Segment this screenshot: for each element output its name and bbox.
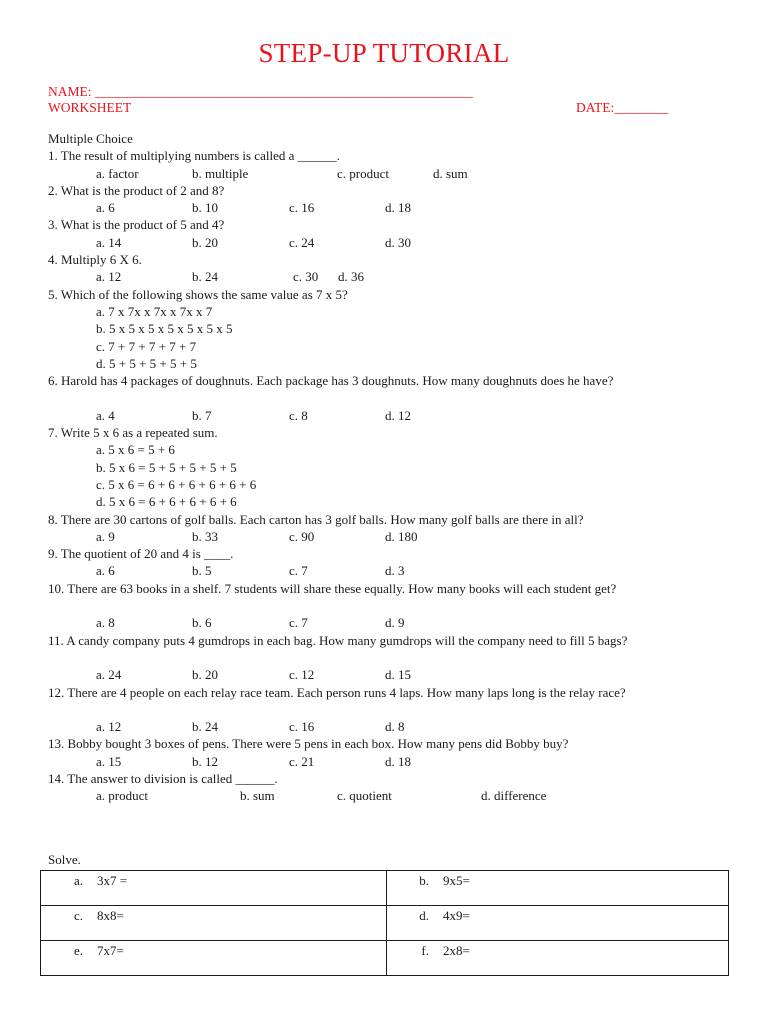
option[interactable]: d. 8 [385, 719, 405, 735]
options-14 [48, 787, 738, 804]
question-10: 10. There are 63 books in a shelf. 7 students will share these equally. How many books will each student get? [48, 580, 617, 596]
option[interactable]: c. 16 [289, 200, 315, 216]
options-2 [48, 199, 738, 216]
solve-expr: 7x7= [97, 943, 124, 958]
option[interactable]: c. 24 [289, 234, 315, 250]
option[interactable]: b. 5 x 6 = 5 + 5 + 5 + 5 + 5 [96, 459, 237, 475]
option[interactable]: d. sum [433, 165, 468, 181]
option[interactable]: c. 21 [289, 753, 315, 769]
options-12 [48, 718, 738, 735]
date-field[interactable]: DATE:________ [576, 100, 669, 115]
question-11: 11. A candy company puts 4 gumdrops in each bag. How many gumdrops will the company need to fill 5 bags? [48, 632, 628, 648]
section-heading: Multiple Choice [48, 131, 133, 146]
options-3 [48, 234, 738, 251]
option[interactable]: d. 18 [385, 753, 411, 769]
option[interactable]: c. 7 + 7 + 7 + 7 + 7 [96, 338, 197, 354]
option[interactable]: d. 180 [385, 528, 418, 544]
question-4: 4. Multiply 6 X 6. [48, 252, 142, 268]
option[interactable]: b. 7 [192, 407, 212, 423]
solve-cell[interactable] [387, 871, 729, 906]
question-1: 1. The result of multiplying numbers is called a ______. [48, 148, 340, 164]
question-12: 12. There are 4 people on each relay race team. Each person runs 4 laps. How many laps long is the relay race? [48, 684, 626, 700]
options-8 [48, 528, 738, 545]
option[interactable]: a. 6 [96, 563, 115, 579]
option[interactable]: d. 36 [338, 269, 364, 285]
option[interactable]: a. 7 x 7x x 7x x 7x x 7 [96, 303, 213, 319]
option[interactable]: a. 8 [96, 615, 115, 631]
solve-cell[interactable] [41, 871, 387, 906]
question-7: 7. Write 5 x 6 as a repeated sum. [48, 425, 218, 441]
solve-expr: 4x9= [443, 908, 470, 923]
option[interactable]: c. quotient [337, 788, 392, 804]
option[interactable]: a. 15 [96, 753, 122, 769]
solve-letter: d. [419, 908, 429, 923]
option[interactable]: a. 12 [96, 719, 122, 735]
option[interactable]: a. 4 [96, 407, 115, 423]
solve-expr: 8x8= [97, 908, 124, 923]
option[interactable]: b. 33 [192, 528, 218, 544]
option[interactable]: b. sum [240, 788, 275, 804]
option[interactable]: c. 8 [289, 407, 308, 423]
page-title: STEP-UP TUTORIAL [258, 38, 510, 68]
option[interactable]: d. 30 [385, 234, 411, 250]
option[interactable]: d. 3 [385, 563, 405, 579]
option[interactable]: b. 20 [192, 667, 218, 683]
solve-letter: c. [73, 908, 83, 923]
option[interactable]: b. 12 [192, 753, 218, 769]
question-14: 14. The answer to division is called ______. [48, 770, 278, 786]
solve-cell[interactable] [41, 941, 387, 976]
options-10 [48, 614, 738, 631]
option[interactable]: d. 15 [385, 667, 411, 683]
option[interactable]: d. 12 [385, 407, 411, 423]
option[interactable]: c. 30 [293, 269, 319, 285]
multiple-choice-section [48, 130, 738, 805]
question-5: 5. Which of the following shows the same value as 7 x 5? [48, 286, 348, 302]
solve-expr: 2x8= [443, 943, 470, 958]
question-3: 3. What is the product of 5 and 4? [48, 217, 225, 233]
worksheet-label: WORKSHEET [48, 100, 132, 115]
table-row [41, 906, 729, 941]
option[interactable]: c. 16 [289, 719, 315, 735]
options-1 [48, 165, 738, 182]
solve-letter: a. [73, 873, 83, 888]
options-6 [48, 407, 738, 424]
option[interactable]: d. 9 [385, 615, 405, 631]
option[interactable]: c. 90 [289, 528, 315, 544]
option[interactable]: b. 5 [192, 563, 212, 579]
name-field[interactable]: NAME: ________________________________________________________ [48, 84, 473, 99]
option[interactable]: b. multiple [192, 165, 249, 181]
solve-cell[interactable] [387, 906, 729, 941]
option[interactable]: d. difference [481, 788, 547, 804]
option[interactable]: b. 10 [192, 200, 218, 216]
option[interactable]: b. 24 [192, 269, 218, 285]
option[interactable]: a. 9 [96, 528, 115, 544]
option[interactable]: d. 5 + 5 + 5 + 5 + 5 [96, 355, 197, 371]
option[interactable]: c. 12 [289, 667, 315, 683]
solve-expr: 3x7 = [97, 873, 128, 888]
solve-letter: b. [419, 873, 429, 888]
option[interactable]: c. 7 [289, 563, 308, 579]
option[interactable]: c. 7 [289, 615, 308, 631]
table-row [41, 941, 729, 976]
options-11 [48, 666, 738, 683]
option[interactable]: d. 18 [385, 200, 411, 216]
option[interactable]: b. 6 [192, 615, 212, 631]
option[interactable]: a. 5 x 6 = 5 + 6 [96, 442, 175, 458]
option[interactable]: c. product [337, 165, 389, 181]
option[interactable]: b. 20 [192, 234, 218, 250]
solve-letter: e. [73, 943, 83, 958]
question-2: 2. What is the product of 2 and 8? [48, 182, 225, 198]
option[interactable]: b. 5 x 5 x 5 x 5 x 5 x 5 x 5 [96, 321, 233, 337]
options-9 [48, 562, 738, 579]
table-row [41, 871, 729, 906]
option[interactable]: a. 24 [96, 667, 122, 683]
option[interactable]: c. 5 x 6 = 6 + 6 + 6 + 6 + 6 + 6 [96, 476, 257, 492]
solve-heading: Solve. [48, 852, 81, 867]
option[interactable]: a. 12 [96, 269, 122, 285]
question-8: 8. There are 30 cartons of golf balls. Each carton has 3 golf balls. How many golf balls are there in all? [48, 511, 584, 527]
solve-letter: f. [421, 943, 429, 958]
option[interactable]: b. 24 [192, 719, 218, 735]
option[interactable]: a. factor [96, 165, 139, 181]
option[interactable]: d. 5 x 6 = 6 + 6 + 6 + 6 + 6 [96, 494, 237, 510]
question-6: 6. Harold has 4 packages of doughnuts. Each package has 3 doughnuts. How many doughnuts does he have? [48, 373, 614, 389]
options-4 [48, 268, 738, 285]
options-13 [48, 753, 738, 770]
question-9: 9. The quotient of 20 and 4 is ____. [48, 546, 234, 562]
solve-expr: 9x5= [443, 873, 470, 888]
options-7 [48, 441, 738, 510]
option[interactable]: a. 6 [96, 200, 115, 216]
option[interactable]: a. product [96, 788, 148, 804]
option[interactable]: a. 14 [96, 234, 122, 250]
options-5 [48, 303, 738, 372]
solve-table [40, 870, 729, 976]
solve-cell[interactable] [41, 906, 387, 941]
solve-cell[interactable] [387, 941, 729, 976]
question-13: 13. Bobby bought 3 boxes of pens. There were 5 pens in each box. How many pens did Bobby buy? [48, 736, 569, 752]
